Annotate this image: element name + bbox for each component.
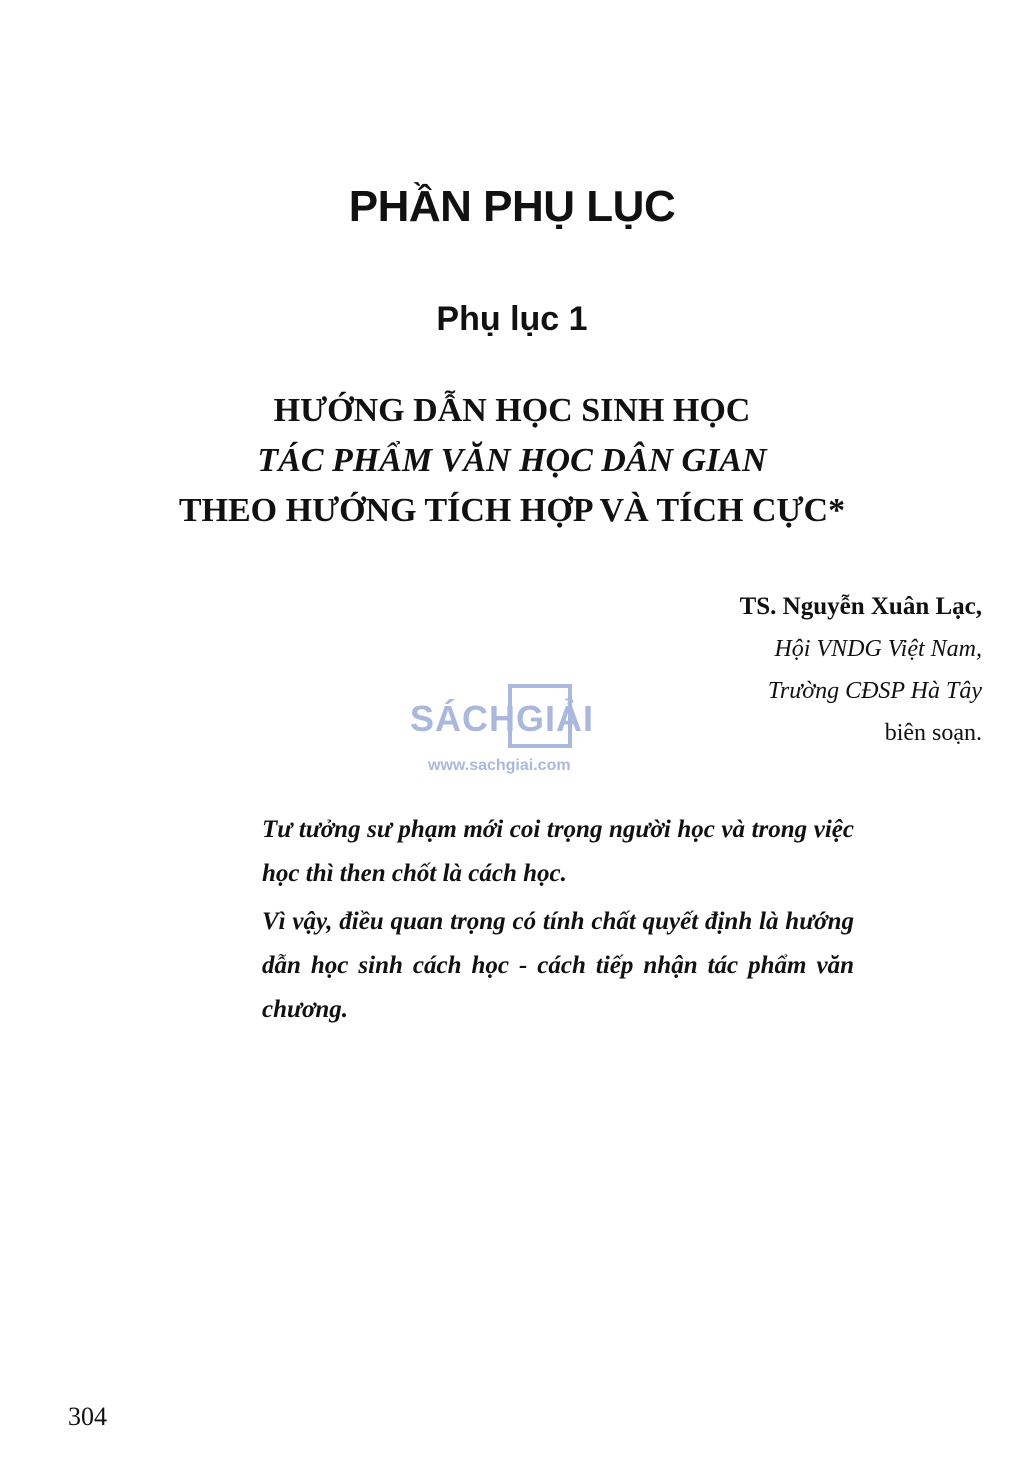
author-affiliation-1: Hội VNDG Việt Nam, <box>774 636 982 662</box>
main-title <box>0 386 1024 536</box>
watermark <box>410 680 620 780</box>
watermark-url: www.sachgiai.com <box>428 757 571 774</box>
epigraph <box>262 808 854 1036</box>
part-title: PHẦN PHỤ LỤC <box>348 182 676 231</box>
epigraph-paragraph-1: Tư tưởng sư phạm mới coi trọng người học và trong việc học thì then chốt là cách học. <box>262 816 854 887</box>
author-name: TS. Nguyễn Xuân Lạc, <box>739 593 982 620</box>
author-role: biên soạn. <box>884 720 982 746</box>
watermark-logo-text: SÁCHGIẢI <box>410 698 595 739</box>
author-block <box>740 586 982 754</box>
main-title-line-1: HƯỚNG DẪN HỌC SINH HỌC <box>273 392 751 429</box>
author-affiliation-2: Trường CĐSP Hà Tây <box>767 678 982 704</box>
main-title-line-3: THEO HƯỚNG TÍCH HỢP VÀ TÍCH CỰC* <box>178 492 846 529</box>
page-number: 304 <box>68 1402 107 1431</box>
main-title-line-2: TÁC PHẨM VĂN HỌC DÂN GIAN <box>257 442 767 479</box>
appendix-title: Phụ lục 1 <box>436 300 588 338</box>
epigraph-paragraph-2: Vì vậy, điều quan trọng có tính chất quyết định là hướng dẫn học sinh cách học - cách tiếp nhận tác phẩm văn chương. <box>262 908 854 1023</box>
